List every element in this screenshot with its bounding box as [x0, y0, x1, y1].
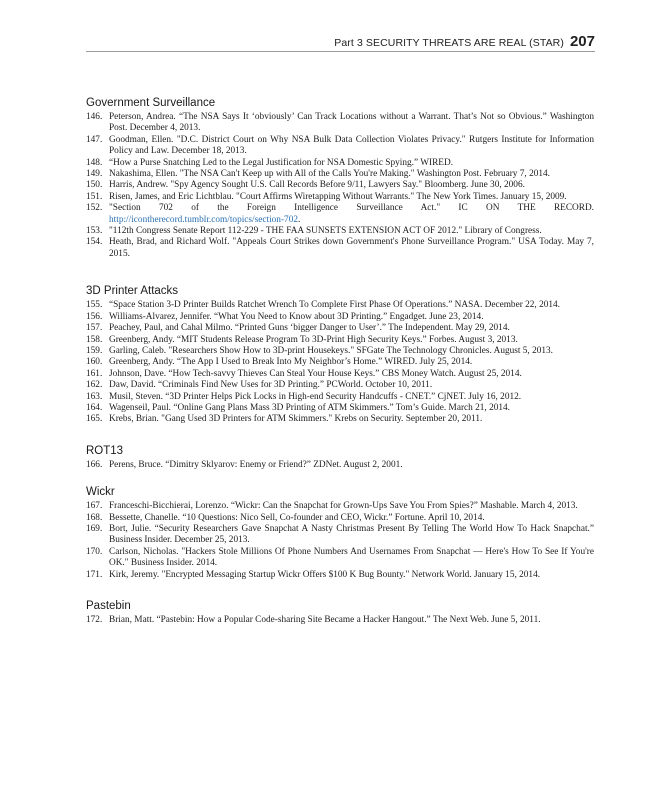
reference-link[interactable]: http://icontherecord.tumblr.com/topics/section-702	[109, 214, 298, 225]
reference-text-end: .	[298, 214, 301, 225]
reference-number: 159.	[86, 345, 103, 356]
reference-item	[86, 135, 594, 158]
reference-item	[86, 570, 594, 581]
reference-item	[86, 369, 594, 380]
reference-item	[86, 414, 594, 425]
reference-list	[86, 300, 594, 425]
reference-text: Nakashima, Ellen. "The NSA Can't Keep up with All of the Calls You're Making." Washington Post. February 7, 2014.	[109, 169, 550, 180]
reference-item	[86, 300, 594, 311]
section-pastebin	[86, 599, 594, 626]
reference-number: 155.	[86, 300, 103, 311]
section-heading: ROT13	[86, 444, 124, 457]
reference-number: 161.	[86, 368, 103, 379]
reference-list	[86, 615, 594, 626]
reference-text: Greenberg, Andy. “MIT Students Release Program To 3D-Print High Security Keys.” Forbes. August 3, 2013.	[109, 334, 518, 345]
reference-text: Perens, Bruce. “Dimitry Sklyarov: Enemy or Friend?” ZDNet. August 2, 2001.	[109, 459, 403, 470]
reference-item	[86, 392, 594, 403]
reference-number: 172.	[86, 615, 103, 625]
reference-text: Musil, Steven. “3D Printer Helps Pick Locks in High-end Security Handcuffs - CNET.” CjNET. July 16, 2012.	[109, 391, 522, 402]
reference-item	[86, 346, 594, 357]
reference-text: Wagenseil, Paul. “Online Gang Plans Mass 3D Printing of ATM Skimmers.” Tom’s Guide. March 21, 2014.	[109, 402, 510, 413]
reference-item	[86, 380, 594, 391]
reference-number: 147.	[86, 134, 103, 145]
reference-number: 170.	[86, 546, 103, 557]
reference-number: 150.	[86, 180, 103, 191]
reference-list	[86, 501, 594, 581]
reference-item	[86, 403, 594, 414]
page-number: 207	[569, 33, 595, 50]
reference-text: Goodman, Ellen. "D.C. District Court on Why NSA Bulk Data Collection Violates Privacy." Rutgers Institute for Information Policy and Law. December 18, 2013.	[109, 134, 594, 157]
reference-number: 153.	[86, 226, 103, 237]
reference-text: “How a Purse Snatching Led to the Legal Justification for NSA Domestic Spying.” WIRED.	[109, 157, 454, 168]
references-content	[86, 96, 594, 626]
reference-number: 162.	[86, 380, 103, 391]
reference-number: 163.	[86, 391, 103, 402]
reference-text: Peachey, Paul, and Cahal Milmo. “Printed Guns ‘bigger Danger to User’.” The Independent. May 29, 2014.	[109, 323, 510, 334]
reference-number: 171.	[86, 569, 103, 580]
reference-text: Daw, David. “Criminals Find New Uses for 3D Printing.” PCWorld. October 10, 2011.	[109, 380, 433, 391]
reference-number: 158.	[86, 334, 103, 345]
reference-text: Johnson, Dave. “How Tech-savvy Thieves Can Steal Your House Keys.” CBS Money Watch. August 25, 2014.	[109, 368, 522, 379]
reference-text: Krebs, Brian. "Gang Used 3D Printers for ATM Skimmers." Krebs on Security. September 20, 2011.	[109, 414, 483, 425]
section-wickr	[86, 485, 594, 581]
reference-text: Harris, Andrew. "Spy Agency Sought U.S. Call Records Before 9/11, Lawyers Say." Bloomberg. June 30, 2006.	[109, 180, 525, 191]
reference-text: "112th Congress Senate Report 112-229 - THE FAA SUNSETS EXTENSION ACT OF 2012." Library of Congress.	[109, 226, 542, 237]
section-rot13	[86, 444, 594, 471]
reference-number: 149.	[86, 169, 103, 180]
reference-text: Risen, James, and Eric Lichtblau. "Court Affirms Wiretapping Without Warrants." The New York Times. January 15, 2009.	[109, 191, 567, 202]
reference-item	[86, 513, 594, 524]
reference-item	[86, 615, 594, 626]
reference-item	[86, 524, 594, 547]
reference-number: 164.	[86, 402, 103, 413]
reference-item	[86, 323, 594, 334]
reference-number: 156.	[86, 311, 103, 322]
reference-item	[86, 460, 594, 471]
reference-text: Williams-Alvarez, Jennifer. “What You Need to Know about 3D Printing.” Engadget. June 23, 2014.	[109, 311, 484, 322]
reference-text: Peterson, Andrea. “The NSA Says It ‘obviously’ Can Track Locations without a Warrant. That’s Not so Obvious.” Washington Post. December 4, 2013.	[109, 112, 594, 134]
reference-item	[86, 357, 594, 368]
reference-item	[86, 169, 594, 180]
running-header	[86, 33, 595, 52]
reference-text: Heath, Brad, and Richard Wolf. "Appeals Court Strikes down Government's Phone Surveillance Program." USA Today. May 7, 2015.	[109, 237, 594, 259]
reference-number: 151.	[86, 191, 103, 202]
reference-text: Brian, Matt. “Pastebin: How a Popular Code-sharing Site Became a Hacker Hangout.” The Next Web. June 5, 2011.	[109, 615, 541, 625]
reference-item	[86, 112, 594, 135]
reference-text: Garling, Caleb. "Researchers Show How to 3D-print Housekeys." SFGate The Technology Chronicles. August 5, 2013.	[109, 345, 554, 356]
section-government-surveillance	[86, 96, 594, 260]
reference-item	[86, 335, 594, 346]
reference-text: “Space Station 3-D Printer Builds Ratchet Wrench To Complete First Phase Of Operations.” NASA. December 22, 2014.	[109, 300, 560, 311]
reference-item	[86, 312, 594, 323]
reference-text: Kirk, Jeremy. "Encrypted Messaging Startup Wickr Offers $100 K Bug Bounty." Network World. January 15, 2014.	[109, 569, 541, 580]
reference-text: "Section 702 of the Foreign Intelligence Surveillance Act." IC ON THE RECORD.	[109, 203, 594, 214]
reference-text: Carlson, Nicholas. "Hackers Stole Millions Of Phone Numbers And Usernames From Snapchat — Here's How To See If You're OK." Business Insider. 2014.	[109, 546, 594, 569]
reference-text: Bessette, Chanelle. “10 Questions: Nico Sell, Co-founder and CEO, Wickr.” Fortune. April 10, 2014.	[109, 512, 485, 523]
reference-number: 157.	[86, 323, 103, 334]
reference-number: 154.	[86, 237, 103, 248]
reference-number: 169.	[86, 523, 103, 534]
reference-text: Greenberg, Andy. “The App I Used to Break Into My Neighbor’s Home.” WIRED. July 25, 2014.	[109, 357, 473, 368]
part-title: Part 3 SECURITY THREATS ARE REAL (STAR)	[334, 37, 564, 49]
reference-text: Franceschi-Bicchierai, Lorenzo. “Wickr: Can the Snapchat for Grown-Ups Save You From Spies?” Mashable. March 4, 2013.	[109, 501, 578, 512]
section-3d-printer-attacks	[86, 284, 594, 425]
section-heading: Pastebin	[86, 600, 131, 612]
reference-item	[86, 203, 594, 226]
reference-number: 166.	[86, 459, 103, 470]
section-heading: 3D Printer Attacks	[86, 285, 179, 298]
section-heading: Wickr	[86, 486, 115, 499]
section-heading: Government Surveillance	[86, 97, 216, 109]
reference-item	[86, 180, 594, 191]
reference-number: 168.	[86, 512, 103, 523]
reference-item	[86, 501, 594, 512]
reference-item	[86, 158, 594, 169]
reference-number: 167.	[86, 501, 103, 512]
reference-text: Bort, Julie. “Security Researchers Gave Snapchat A Nasty Christmas Present By Telling The World How To Hack Snapchat.” Business Insider. December 25, 2013.	[109, 523, 594, 546]
reference-item	[86, 237, 594, 260]
reference-item	[86, 226, 594, 237]
reference-number: 146.	[86, 112, 103, 122]
reference-number: 160.	[86, 357, 103, 368]
reference-number: 148.	[86, 157, 103, 168]
reference-number: 152.	[86, 203, 103, 214]
reference-list	[86, 460, 594, 471]
reference-item	[86, 547, 594, 570]
reference-item	[86, 192, 594, 203]
reference-number: 165.	[86, 414, 103, 425]
reference-list	[86, 112, 594, 260]
